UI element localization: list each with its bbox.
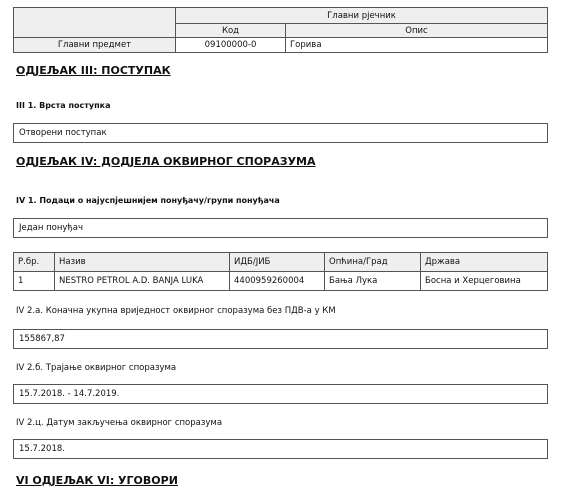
main-subject-description: Горива <box>290 40 322 50</box>
procedure-type-value: Отворени поступак <box>13 123 548 143</box>
cell-number: 1 <box>18 276 24 286</box>
main-subject-code: 09100000-0 <box>204 40 257 50</box>
cell-country: Босна и Херцеговина <box>425 276 521 286</box>
column-header-name: Назив <box>59 257 86 267</box>
procedure-type-label: III 1. Врста поступка <box>16 101 111 110</box>
final-value-amount: 155867,87 <box>13 329 548 349</box>
column-header-number: Р.бр. <box>18 257 40 267</box>
section-6-heading: VI ОДЈЕЉАК VI: УГОВОРИ <box>16 474 178 487</box>
final-value-label: IV 2.a. Коначна укупна вриједност оквирног споразума без ПДВ-а у КМ <box>16 306 336 316</box>
conclusion-date-value: 15.7.2018. <box>13 439 548 459</box>
bidder-count-value: Један понуђач <box>13 218 548 238</box>
best-bidder-label: IV 1. Подаци о најуспјешнијем понуђачу/групи понуђача <box>16 196 280 205</box>
description-column-header: Опис <box>405 25 428 36</box>
cell-municipality: Бања Лука <box>329 276 378 286</box>
column-header-id: ИДБ/ЈИБ <box>234 257 271 267</box>
code-column-header: Код <box>221 25 240 36</box>
column-header-municipality: Опћина/Град <box>329 257 388 267</box>
section-3-heading: ОДЈЕЉАК III: ПОСТУПАК <box>16 64 171 77</box>
dictionary-group-header: Главни рјечник <box>327 10 396 21</box>
section-4-heading: ОДЈЕЉАК IV: ДОДЈЕЛА ОКВИРНОГ СПОРАЗУМА <box>16 155 316 168</box>
duration-label: IV 2.б. Трајање оквирног споразума <box>16 363 177 373</box>
main-subject-label: Главни предмет <box>57 40 132 50</box>
cell-name: NESTRO PETROL A.D. BANJA LUKA <box>59 276 204 286</box>
conclusion-date-label: IV 2.ц. Датум закључења оквирног споразума <box>16 418 223 428</box>
duration-value: 15.7.2018. - 14.7.2019. <box>13 384 548 404</box>
main-dictionary-table <box>13 7 548 53</box>
column-header-country: Држава <box>425 257 461 267</box>
bidder-table <box>13 252 548 291</box>
cell-id: 4400959260004 <box>234 276 305 286</box>
